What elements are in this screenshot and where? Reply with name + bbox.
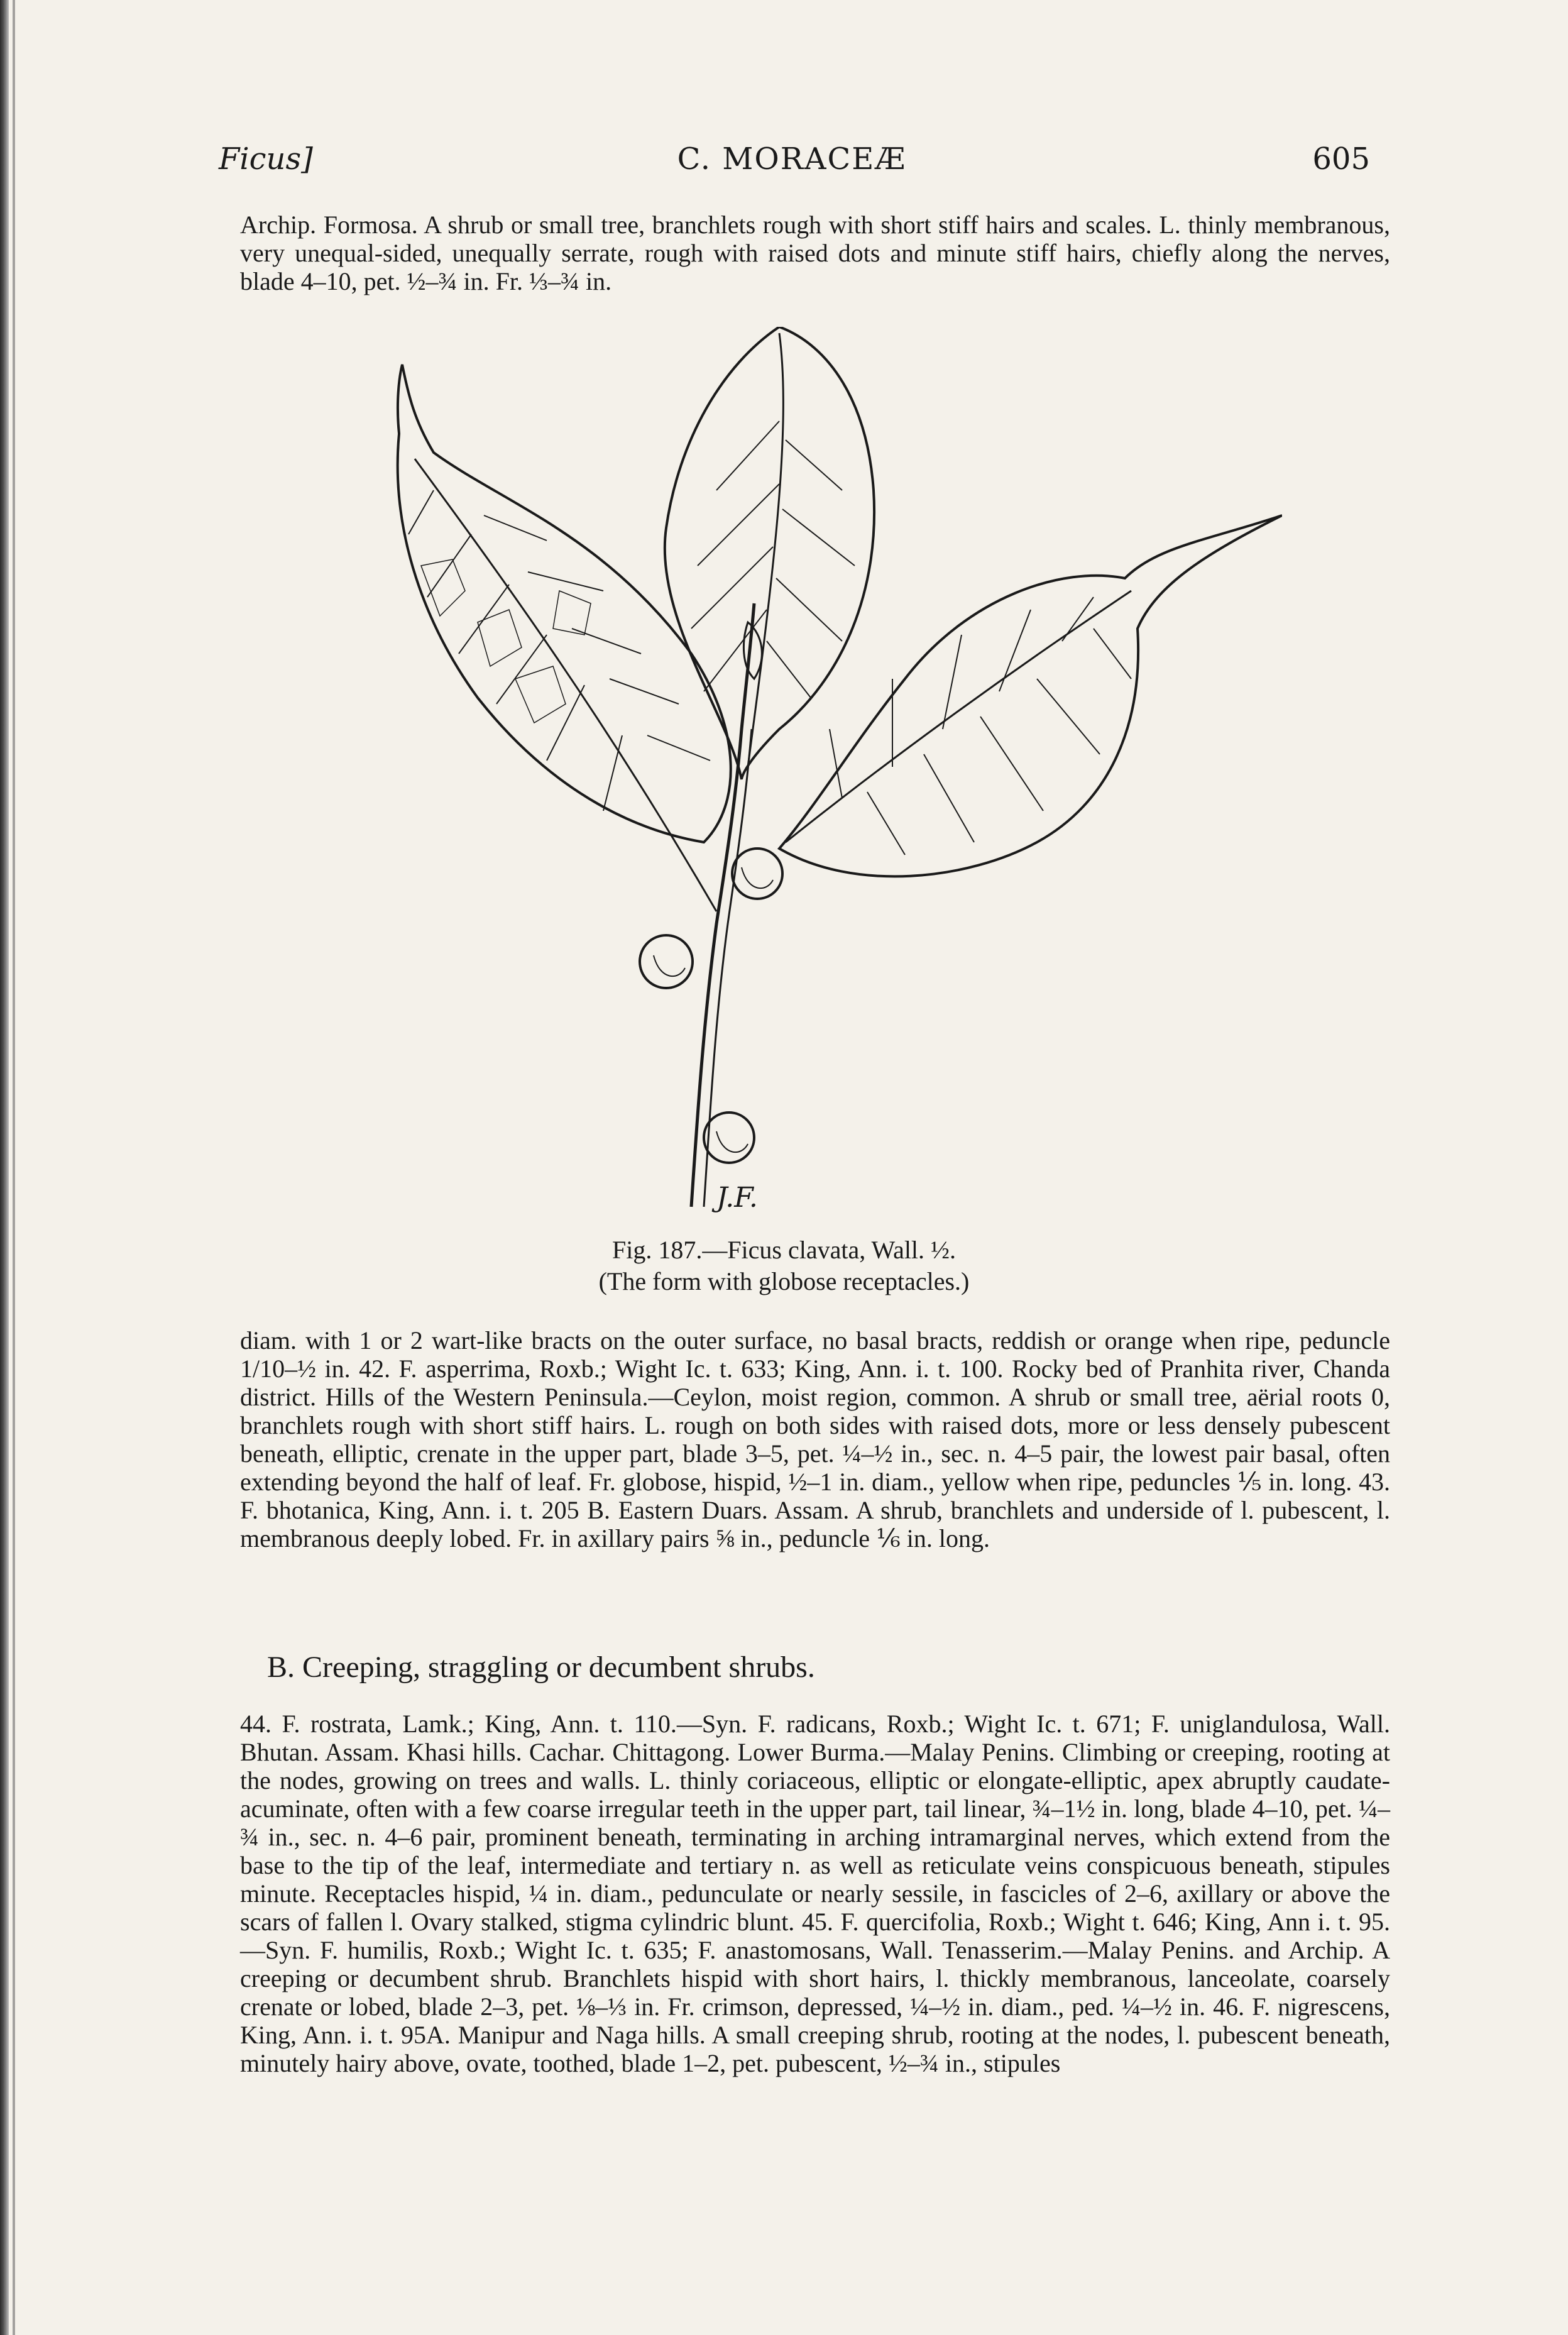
leaf-left (398, 365, 731, 842)
leaf-right (779, 515, 1282, 876)
section-heading: B. Creeping, straggling or decumbent shrubs. (267, 1651, 815, 1684)
scan-edge-shadow (13, 0, 15, 2335)
illustrator-signature: J.F. (716, 1182, 758, 1214)
fruit-upper (732, 849, 782, 899)
scan-edge (0, 0, 9, 2335)
stem (691, 603, 754, 1207)
fruit-lower (704, 1113, 754, 1163)
running-head-title: C. MORACEÆ (677, 141, 907, 177)
leaf-left-midrib (415, 459, 716, 911)
leaf-right-midrib (786, 591, 1131, 842)
page-header (214, 141, 1370, 185)
figure-caption-subline: (The form with globose receptacles.) (598, 1267, 970, 1295)
fruit-middle (640, 935, 693, 988)
figure-ficus-clavata (339, 327, 1282, 1226)
page-number: 605 (1312, 141, 1370, 177)
leaf-illustration (339, 327, 1282, 1226)
paragraph-middle: diam. with 1 or 2 wart-like bracts on the outer surface, no basal bracts, reddish or orange when ripe, peduncle 1/10–½ in. 42. F. asperrima, Roxb.; Wight Ic. t. 633; King, Ann. i. t. 100. Rocky bed of Pranhita river, Chanda district. Hills of the Western Peninsula.—Ceylon, moist region, common. A shrub or small tree, aërial roots 0, branchlets rough with short stiff hairs. L. rough on both sides with raised dots, more or less densely pubescent beneath, elliptic, crenate in the upper part, blade 3–5, pet. ¼–½ in., sec. n. 4–5 pair, the lowest pair basal, often extending beyond the half of leaf. Fr. globose, hispid, ½–1 in. diam., yellow when ripe, peduncles ⅕ in. long. 43. F. bhotanica, King, Ann. i. t. 205 B. Eastern Duars. Assam. A shrub, branchlets and underside of l. pubescent, l. membranous deeply lobed. Fr. in axillary pairs ⅝ in., peduncle ⅙ in. long. (240, 1326, 1390, 1552)
figure-caption: Fig. 187.—Ficus clavata, Wall. ½. (611, 1236, 957, 1264)
running-head-left: Ficus] (219, 141, 313, 177)
leaf-upper (665, 327, 874, 779)
paragraph-bottom: 44. F. rostrata, Lamk.; King, Ann. t. 110.—Syn. F. radicans, Roxb.; Wight Ic. t. 671; F. uniglandulosa, Wall. Bhutan. Assam. Khasi hills. Cachar. Chittagong. Lower Burma.—Malay Penins. Climbing or creeping, rooting at the nodes, growing on trees and walls. L. thinly coriaceous, elliptic or elongate-elliptic, apex abruptly caudate-acuminate, often with a few coarse irregular teeth in the upper part, tail linear, ¾–1½ in. long, blade 4–10, pet. ¼–¾ in., sec. n. 4–6 pair, prominent beneath, terminating in arching intramarginal nerves, which extend from the base to the tip of the leaf, intermediate and tertiary n. as well as reticulate veins conspicuous beneath, stipules minute. Receptacles hispid, ¼ in. diam., pedunculate or nearly sessile, in fascicles of 2–6, axillary or above the scars of fallen l. Ovary stalked, stigma cylindric blunt. 45. F. quercifolia, Roxb.; Wight t. 646; King, Ann i. t. 95.—Syn. F. humilis, Roxb.; Wight Ic. t. 635; F. anastomosans, Wall. Tenasserim.—Malay Penins. and Archip. A creeping or decumbent shrub. Branchlets hispid with short hairs, l. thickly membranous, lanceolate, coarsely crenate or lobed, blade 2–3, pet. ⅛–⅓ in. Fr. crimson, depressed, ¼–½ in. diam., ped. ¼–½ in. 46. F. nigrescens, King, Ann. i. t. 95A. Manipur and Naga hills. A small creeping shrub, rooting at the nodes, l. pubescent beneath, minutely hairy above, ovate, toothed, blade 1–2, pet. pubescent, ½–¾ in., stipules (240, 1710, 1390, 2077)
leaf-upper-midrib (748, 333, 783, 767)
paragraph-top: Archip. Formosa. A shrub or small tree, branchlets rough with short stiff hairs and scales. L. thinly membranous, very unequal-sided, unequally serrate, rough with raised dots and minute stiff hairs, chiefly along the nerves, blade 4–10, pet. ½–¾ in. Fr. ⅓–¾ in. (240, 211, 1390, 295)
